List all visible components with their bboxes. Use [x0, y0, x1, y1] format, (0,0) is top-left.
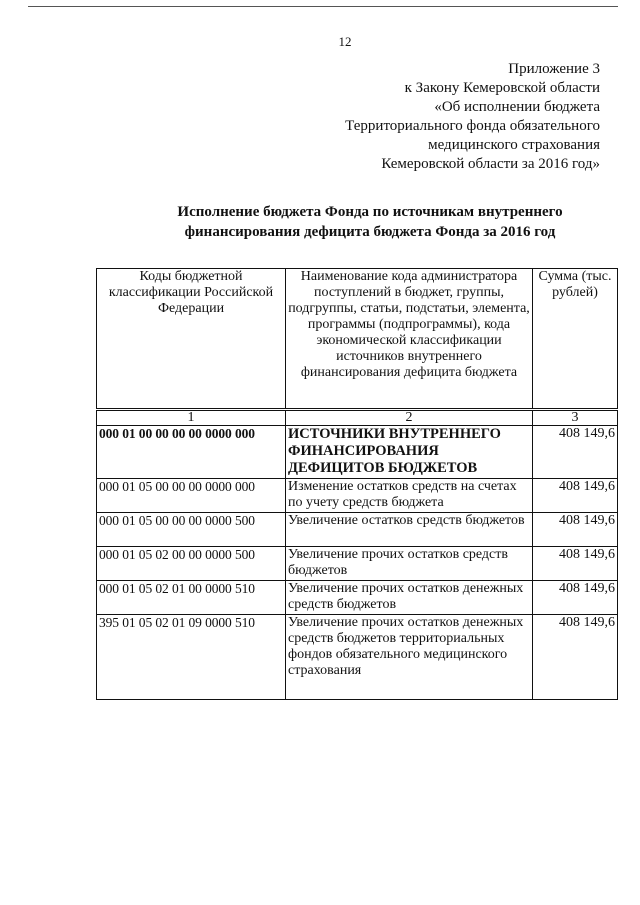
header-sum: Сумма (тыс. рублей): [533, 269, 618, 410]
table-row: [97, 547, 618, 581]
title-line-2: финансирования дефицита бюджета Фонда за 2016 год: [184, 224, 556, 240]
document-title: [30, 202, 640, 242]
column-number: 2: [286, 410, 533, 426]
row-name: Изменение остатков средств на счетах по учету средств бюджета: [286, 479, 533, 513]
table-header-row: [97, 269, 618, 410]
row-code: 000 01 05 00 00 00 0000 000: [97, 479, 286, 513]
row-sum: 408 149,6: [533, 547, 618, 581]
row-name: Увеличение прочих остатков денежных средств бюджетов территориальных фондов обязательного медицинского страхования: [286, 615, 533, 700]
row-sum: 408 149,6: [533, 615, 618, 700]
appendix-line: к Закону Кемеровской области: [404, 80, 600, 96]
row-code: 000 01 05 02 01 00 0000 510: [97, 581, 286, 615]
title-line-1: Исполнение бюджета Фонда по источникам внутреннего: [177, 204, 563, 220]
row-name: Увеличение остатков средств бюджетов: [286, 513, 533, 547]
appendix-line: Территориального фонда обязательного: [345, 118, 600, 134]
table-row: [97, 426, 618, 479]
row-code: 000 01 05 02 00 00 0000 500: [97, 547, 286, 581]
appendix-block: [260, 60, 600, 174]
appendix-line: медицинского страхования: [428, 137, 600, 153]
column-number: 1: [97, 410, 286, 426]
row-name: Увеличение прочих остатков денежных средств бюджетов: [286, 581, 533, 615]
row-code: 000 01 05 00 00 00 0000 500: [97, 513, 286, 547]
row-name: Увеличение прочих остатков средств бюджетов: [286, 547, 533, 581]
page-number: 12: [338, 34, 352, 49]
row-name: ИСТОЧНИКИ ВНУТРЕННЕГО ФИНАНСИРОВАНИЯ ДЕФИЦИТОВ БЮДЖЕТОВ: [286, 426, 533, 479]
budget-sources-table: [96, 268, 618, 700]
row-sum: 408 149,6: [533, 513, 618, 547]
row-sum: 408 149,6: [533, 479, 618, 513]
column-number-row: [97, 410, 618, 426]
table-row: [97, 615, 618, 700]
appendix-line: «Об исполнении бюджета: [434, 99, 600, 115]
column-number: 3: [533, 410, 618, 426]
row-code: 395 01 05 02 01 09 0000 510: [97, 615, 286, 700]
top-rule: [28, 6, 618, 7]
row-sum: 408 149,6: [533, 426, 618, 479]
appendix-line: Кемеровской области за 2016 год»: [381, 156, 600, 172]
table-row: [97, 513, 618, 547]
table-row: [97, 479, 618, 513]
row-sum: 408 149,6: [533, 581, 618, 615]
header-name: Наименование кода администратора поступлений в бюджет, группы, подгруппы, статьи, подстатьи, элемента, программы (подпрограммы), кода экономической классификации источников внутреннего финансирования дефицита бюджета: [286, 269, 533, 410]
header-code: Коды бюджетной классификации Российской Федерации: [97, 269, 286, 410]
appendix-line: Приложение 3: [508, 61, 600, 77]
row-code: 000 01 00 00 00 00 0000 000: [97, 426, 286, 479]
table-row: [97, 581, 618, 615]
